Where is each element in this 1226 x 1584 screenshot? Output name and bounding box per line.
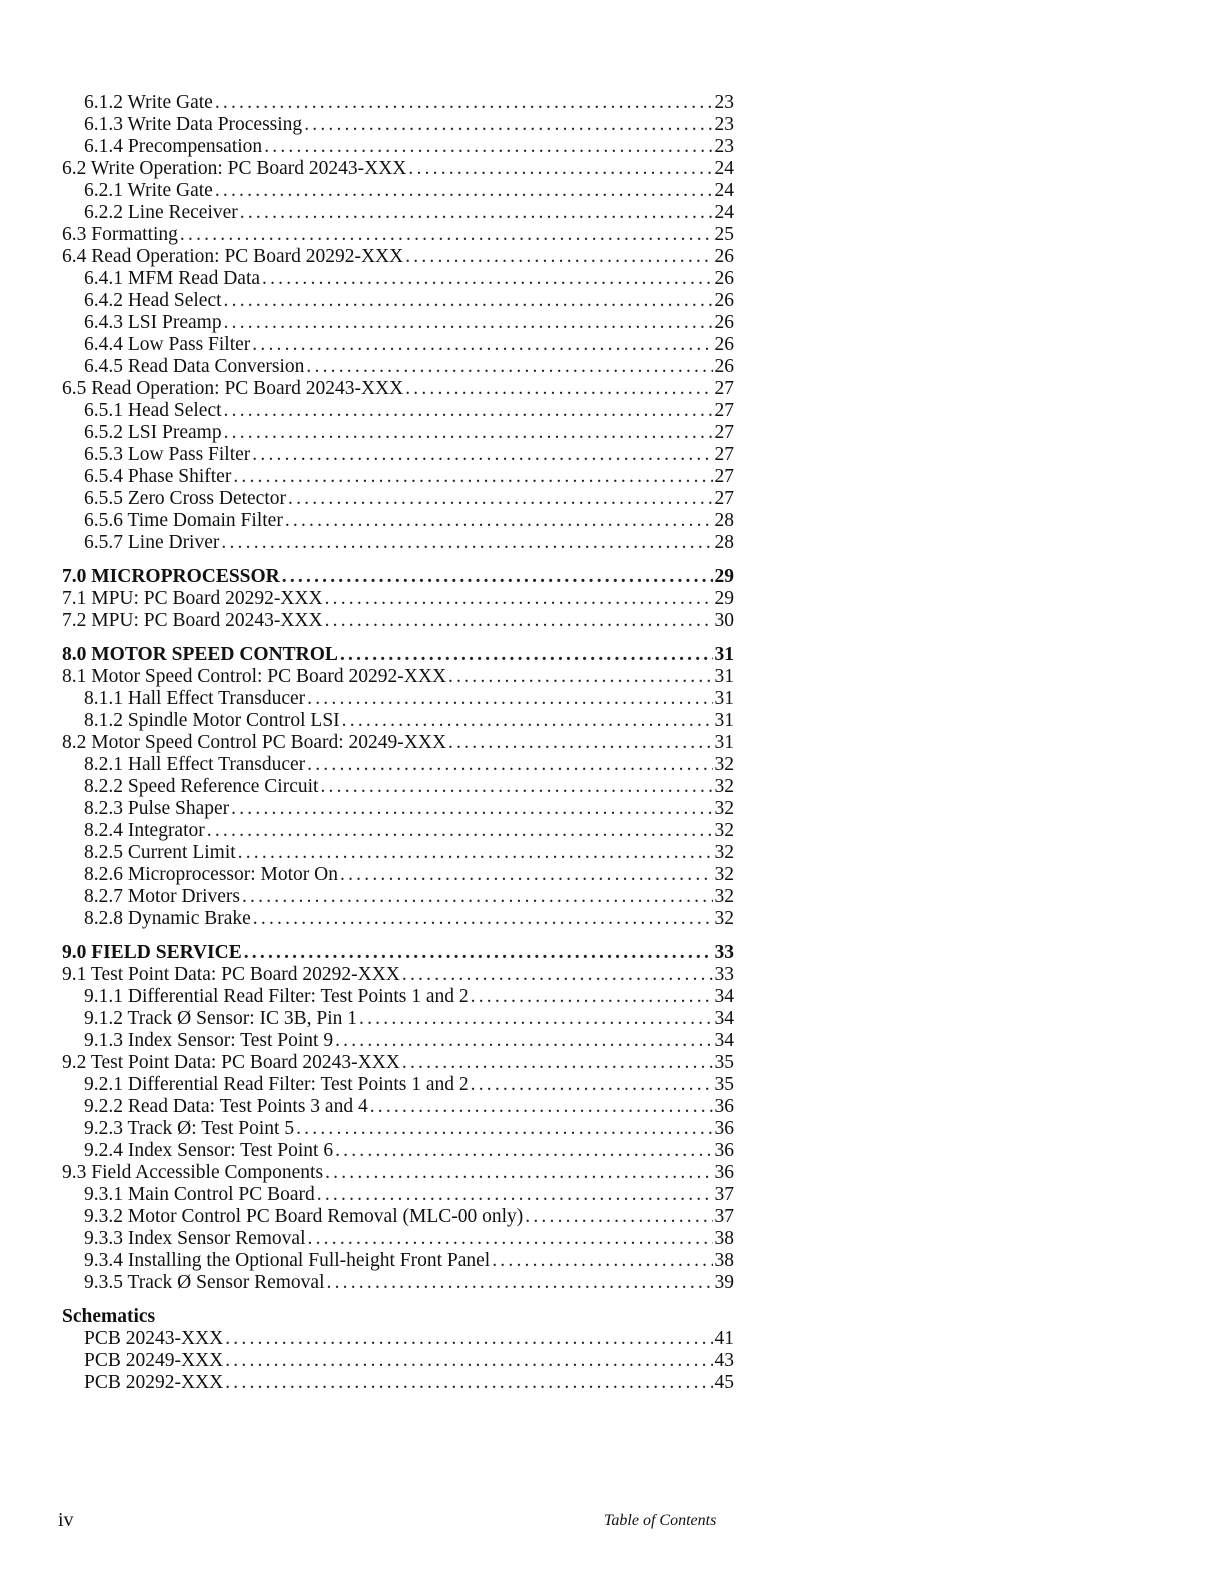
toc-entry-page: 31 [714,710,734,731]
toc-entry-label: 6.5 Read Operation: PC Board 20243-XXX [62,378,404,399]
toc-entry-page: 36 [714,1162,734,1183]
dot-leader [471,1074,713,1096]
dot-leader [224,290,713,312]
footer-page-number: iv [58,1509,74,1531]
toc-entry [62,820,734,842]
toc-entry-label: 9.2.4 Index Sensor: Test Point 6 [84,1140,334,1161]
dot-leader [325,588,713,610]
section-gap [62,554,734,566]
table-of-contents [62,92,734,1394]
toc-entry-label: 6.4.1 MFM Read Data [84,268,261,289]
toc-entry [62,488,734,510]
toc-entry [62,422,734,444]
dot-leader [448,666,712,688]
toc-entry [62,588,734,610]
dot-leader [325,610,713,632]
toc-entry-label: PCB 20249-XXX [84,1350,224,1371]
toc-entry [62,610,734,632]
toc-entry-page: 43 [714,1350,734,1371]
toc-entry-page: 35 [714,1074,734,1095]
toc-entry [62,444,734,466]
dot-leader [221,532,712,554]
dot-leader [224,400,713,422]
toc-entry-page: 27 [714,444,734,465]
toc-section-9 [62,942,734,1294]
toc-entry [62,1052,734,1074]
toc-entry [62,202,734,224]
toc-entry [62,964,734,986]
toc-entry-page: 26 [714,290,734,311]
toc-entry [62,1184,734,1206]
toc-entry-page: 24 [714,202,734,223]
toc-entry-label: 8.2.5 Current Limit [84,842,236,863]
toc-entry-page: 33 [714,942,734,963]
toc-entry-label: 6.2.2 Line Receiver [84,202,238,223]
dot-leader [288,488,713,510]
toc-entry [62,1372,734,1394]
toc-entry-label: 9.2 Test Point Data: PC Board 20243-XXX [62,1052,400,1073]
toc-entry [62,1206,734,1228]
toc-section-6 [62,92,734,554]
dot-leader [342,710,713,732]
toc-entry-label: 9.1 Test Point Data: PC Board 20292-XXX [62,964,400,985]
dot-leader [224,312,713,334]
dot-leader [335,1140,712,1162]
dot-leader [325,1162,712,1184]
toc-entry-page: 26 [714,356,734,377]
toc-entry-page: 36 [714,1140,734,1161]
toc-entry-page: 34 [714,1030,734,1051]
toc-entry-label: 8.2.2 Speed Reference Circuit [84,776,319,797]
dot-leader [492,1250,712,1272]
dot-leader [238,842,713,864]
dot-leader [225,1328,712,1350]
toc-entry-page: 27 [714,422,734,443]
toc-entry [62,312,734,334]
toc-entry-page: 26 [714,312,734,333]
dot-leader [242,886,713,908]
toc-entry-label: 6.5.2 LSI Preamp [84,422,222,443]
toc-section-8 [62,644,734,930]
section-gap [62,930,734,942]
toc-entry-page: 34 [714,986,734,1007]
dot-leader [180,224,713,246]
toc-entry [62,334,734,356]
toc-entry [62,864,734,886]
dot-leader [307,688,712,710]
toc-entry-page: 24 [714,180,734,201]
toc-entry-label: 9.3.3 Index Sensor Removal [84,1228,306,1249]
toc-entry [62,886,734,908]
toc-entry-page: 37 [714,1184,734,1205]
toc-entry-page: 37 [714,1206,734,1227]
toc-entry-page: 41 [714,1328,734,1349]
toc-entry [62,666,734,688]
toc-entry [62,798,734,820]
dot-leader [296,1118,712,1140]
dot-leader [359,1008,712,1030]
toc-entry-page: 32 [714,776,734,797]
dot-leader [224,422,713,444]
dot-leader [215,180,713,202]
toc-section-7 [62,566,734,632]
toc-entry [62,92,734,114]
dot-leader [231,798,712,820]
footer-section-title: Table of Contents [604,1512,717,1529]
toc-entry-page: 32 [714,820,734,841]
toc-entry-page: 28 [714,510,734,531]
toc-entry-page: 32 [714,864,734,885]
dot-leader [262,268,712,290]
toc-entry [62,290,734,312]
dot-leader [317,1184,713,1206]
dot-leader [340,644,713,666]
toc-entry-page: 36 [714,1096,734,1117]
toc-entry-label: 7.1 MPU: PC Board 20292-XXX [62,588,323,609]
toc-entry [62,754,734,776]
toc-entry [62,158,734,180]
dot-leader [370,1096,713,1118]
toc-entry-page: 32 [714,842,734,863]
toc-entry-page: 23 [714,92,734,113]
toc-entry-page: 32 [714,754,734,775]
dot-leader [402,964,713,986]
toc-entry-label: 8.2.1 Hall Effect Transducer [84,754,306,775]
toc-entry-label: 9.3.4 Installing the Optional Full-height Front Panel [84,1250,491,1271]
toc-entry [62,1250,734,1272]
dot-leader [304,114,712,136]
dot-leader [252,444,712,466]
dot-leader [233,466,712,488]
toc-entry [62,1228,734,1250]
toc-entry-label: 7.0 MICROPROCESSOR [62,566,280,587]
toc-entry-label: 6.5.4 Phase Shifter [84,466,232,487]
toc-entry-label: 9.1.2 Track Ø Sensor: IC 3B, Pin 1 [84,1008,358,1029]
dot-leader [215,92,713,114]
toc-entry-label: 8.2.4 Integrator [84,820,205,841]
dot-leader [252,334,712,356]
toc-entry-label: 8.2.8 Dynamic Brake [84,908,251,929]
toc-entry [62,400,734,422]
toc-entry-page: 32 [714,886,734,907]
toc-entry-page: 28 [714,532,734,553]
toc-entry [62,1272,734,1294]
toc-entry-page: 31 [714,666,734,687]
toc-entry [62,908,734,930]
toc-entry-page: 23 [714,136,734,157]
dot-leader [282,566,713,588]
toc-entry-page: 39 [714,1272,734,1293]
toc-entry-label: 9.2.3 Track Ø: Test Point 5 [84,1118,295,1139]
dot-leader [525,1206,712,1228]
toc-entry-label: 8.2.7 Motor Drivers [84,886,240,907]
toc-entry-label: 6.5.5 Zero Cross Detector [84,488,286,509]
toc-entry [62,1350,734,1372]
toc-entry-label: 8.1.2 Spindle Motor Control LSI [84,710,340,731]
dot-leader [408,158,712,180]
toc-schematics [62,1328,734,1394]
toc-entry-page: 30 [714,610,734,631]
toc-entry [62,710,734,732]
toc-entry [62,688,734,710]
toc-entry-page: 29 [714,566,734,587]
toc-entry-page: 27 [714,400,734,421]
toc-entry [62,1030,734,1052]
toc-entry-page: 23 [714,114,734,135]
toc-entry-page: 45 [714,1372,734,1393]
toc-entry-page: 36 [714,1118,734,1139]
toc-entry-label: 8.1.1 Hall Effect Transducer [84,688,306,709]
toc-entry-label: 6.4.5 Read Data Conversion [84,356,305,377]
toc-entry-label: 6.5.3 Low Pass Filter [84,444,251,465]
toc-entry-label: 9.3 Field Accessible Components [62,1162,324,1183]
toc-entry-label: 8.2.3 Pulse Shaper [84,798,230,819]
dot-leader [225,1350,712,1372]
toc-entry-page: 35 [714,1052,734,1073]
toc-entry-label: 9.1.3 Index Sensor: Test Point 9 [84,1030,334,1051]
toc-entry-label: 9.3.2 Motor Control PC Board Removal (MLC-00 only) [84,1206,524,1227]
toc-entry-page: 31 [714,732,734,753]
toc-entry-page: 25 [714,224,734,245]
dot-leader [405,246,712,268]
dot-leader [285,510,713,532]
toc-entry-label: 6.5.7 Line Driver [84,532,220,553]
toc-entry-label: 9.3.1 Main Control PC Board [84,1184,315,1205]
toc-entry-label: 8.0 MOTOR SPEED CONTROL [62,644,338,665]
dot-leader [335,1030,712,1052]
dot-leader [405,378,712,400]
toc-entry-label: 9.1.1 Differential Read Filter: Test Points 1 and 2 [84,986,469,1007]
toc-entry-label: 6.1.2 Write Gate [84,92,213,113]
toc-entry [62,510,734,532]
toc-entry-label: 8.2.6 Microprocessor: Motor On [84,864,339,885]
toc-entry [62,776,734,798]
dot-leader [225,1372,712,1394]
toc-entry [62,136,734,158]
dot-leader [306,356,712,378]
toc-entry [62,1074,734,1096]
toc-entry [62,356,734,378]
toc-entry-label: 6.4.2 Head Select [84,290,222,311]
toc-entry-label: 6.4.4 Low Pass Filter [84,334,251,355]
toc-entry-page: 24 [714,158,734,179]
dot-leader [471,986,713,1008]
toc-entry-page: 31 [714,644,734,665]
toc-entry-page: 38 [714,1250,734,1271]
schematics-heading: Schematics [62,1306,156,1327]
toc-entry-label: 6.2.1 Write Gate [84,180,213,201]
toc-entry-label: 6.5.6 Time Domain Filter [84,510,283,531]
toc-entry-label: 8.2 Motor Speed Control PC Board: 20249-XXX [62,732,447,753]
toc-entry [62,1328,734,1350]
toc-entry-page: 33 [714,964,734,985]
section-gap [62,632,734,644]
toc-entry-label: 6.1.3 Write Data Processing [84,114,303,135]
toc-entry-label: 6.2 Write Operation: PC Board 20243-XXX [62,158,407,179]
toc-entry-label: PCB 20292-XXX [84,1372,224,1393]
toc-entry-page: 38 [714,1228,734,1249]
toc-entry-page: 26 [714,334,734,355]
toc-entry [62,1162,734,1184]
toc-entry [62,246,734,268]
toc-entry-page: 29 [714,588,734,609]
toc-entry-page: 34 [714,1008,734,1029]
toc-entry-page: 27 [714,378,734,399]
dot-leader [244,942,713,964]
toc-entry-label: 6.4 Read Operation: PC Board 20292-XXX [62,246,404,267]
toc-entry [62,986,734,1008]
toc-entry [62,1118,734,1140]
toc-entry [62,942,734,964]
dot-leader [240,202,713,224]
toc-entry-label: 6.1.4 Precompensation [84,136,263,157]
toc-entry-page: 32 [714,908,734,929]
dot-leader [307,754,712,776]
dot-leader [327,1272,713,1294]
toc-entry [62,114,734,136]
dot-leader [308,1228,713,1250]
dot-leader [253,908,713,930]
dot-leader [264,136,712,158]
toc-entry [62,180,734,202]
toc-entry [62,268,734,290]
toc-entry-label: 6.4.3 LSI Preamp [84,312,222,333]
toc-entry [62,532,734,554]
toc-entry-page: 31 [714,688,734,709]
dot-leader [340,864,712,886]
toc-entry-label: 9.0 FIELD SERVICE [62,942,242,963]
toc-entry [62,566,734,588]
section-gap [62,1294,734,1306]
toc-entry-label: 6.5.1 Head Select [84,400,222,421]
toc-entry-page: 26 [714,268,734,289]
dot-leader [320,776,712,798]
dot-leader [402,1052,713,1074]
toc-entry-label: 6.3 Formatting [62,224,178,245]
toc-entry-page: 27 [714,488,734,509]
toc-entry [62,1096,734,1118]
toc-entry [62,1140,734,1162]
toc-entry-label: 9.2.1 Differential Read Filter: Test Points 1 and 2 [84,1074,469,1095]
toc-entry [62,466,734,488]
toc-entry [62,644,734,666]
toc-entry-page: 26 [714,246,734,267]
toc-entry [62,224,734,246]
toc-entry [62,842,734,864]
dot-leader [207,820,713,842]
toc-entry-label: 7.2 MPU: PC Board 20243-XXX [62,610,323,631]
toc-entry-label: 9.2.2 Read Data: Test Points 3 and 4 [84,1096,368,1117]
dot-leader [448,732,712,754]
toc-entry-label: 9.3.5 Track Ø Sensor Removal [84,1272,325,1293]
toc-entry-page: 27 [714,466,734,487]
toc-entry-label: PCB 20243-XXX [84,1328,224,1349]
toc-entry [62,732,734,754]
toc-entry-page: 32 [714,798,734,819]
toc-entry-label: 8.1 Motor Speed Control: PC Board 20292-XXX [62,666,447,687]
toc-entry [62,1008,734,1030]
toc-entry [62,378,734,400]
